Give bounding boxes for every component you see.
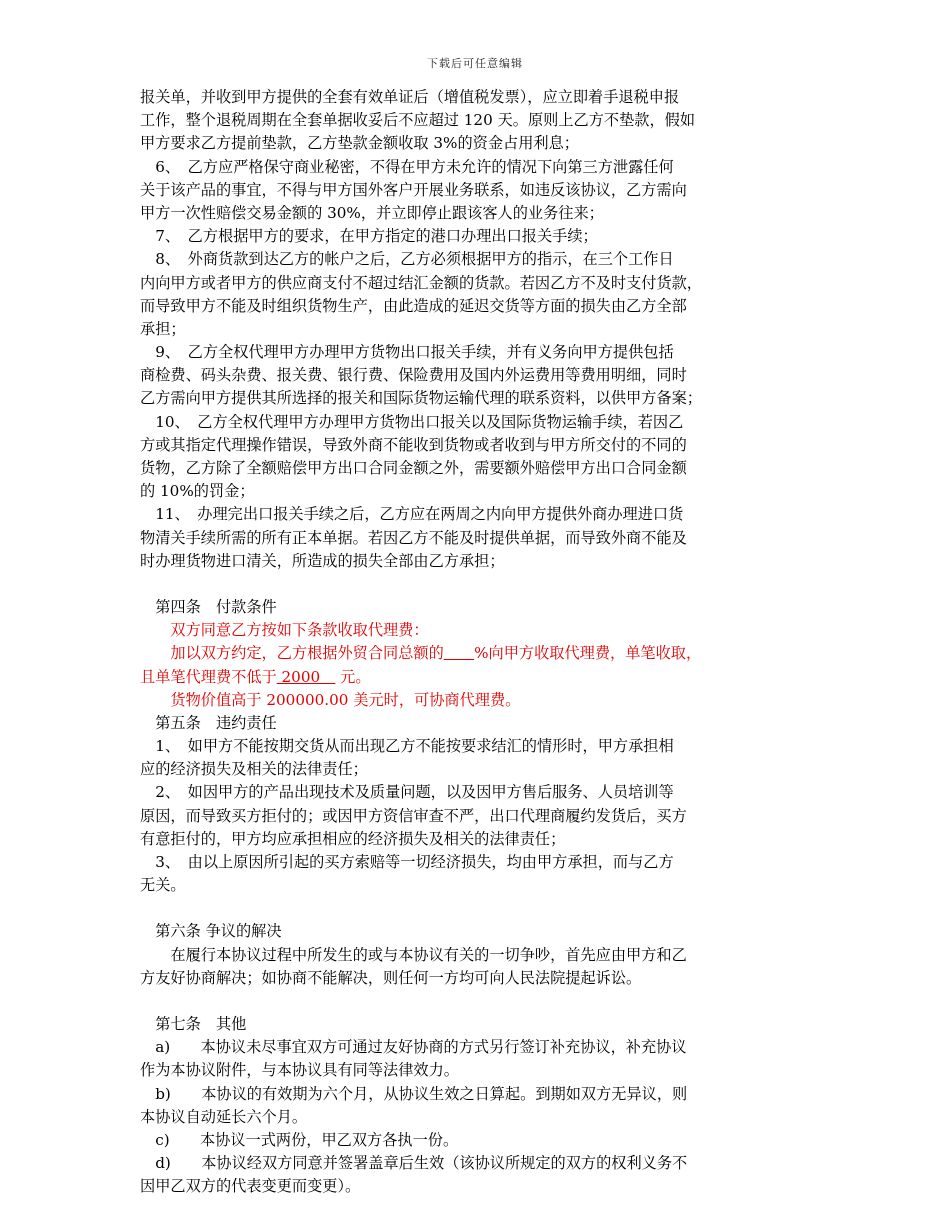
text-line: 乙方需向甲方提供其所选择的报关和国际货物运输代理的联系资料，以供甲方备案；	[140, 389, 702, 408]
text-line: 承担；	[140, 319, 186, 338]
article-7-title: 第七条 其他	[140, 1014, 247, 1033]
text-line: 有意拒付的，甲方均应承担相应的经济损失及相关的法律责任；	[140, 829, 566, 848]
page-header: 下载后可任意编辑	[427, 57, 523, 70]
paragraph-gap	[140, 897, 820, 920]
clause-11: 11、 办理完出口报关手续之后，乙方应在两周之内向甲方提供外商办理进口货	[140, 505, 684, 524]
paragraph-gap	[140, 990, 820, 1013]
text-line: 时办理货物进口清关，所造成的损失全部由乙方承担；	[140, 551, 505, 570]
fee-intro: 双方同意乙方按如下条款收取代理费：	[140, 621, 429, 640]
text-line: 内向甲方或者甲方的供应商支付不超过结汇金额的货款。若因乙方不及时支付货款，	[140, 273, 702, 292]
article-4-title: 第四条 付款条件	[140, 597, 277, 616]
fee-rate-text: 加以双方约定，乙方根据外贸合同总额的	[140, 644, 444, 663]
text-line: 方友好协商解决；如协商不能解决，则任何一方均可向人民法院提起诉讼。	[140, 968, 642, 987]
text-line: 应的经济损失及相关的法律责任；	[140, 760, 368, 779]
text-line: 物清关手续所需的所有正本单据。若因乙方不能及时提供单据，而导致外商不能及	[140, 528, 687, 547]
document-body	[140, 86, 820, 1198]
text-line: 工作，整个退税周期在全套单据收妥后不应超过 120 天。原则上乙方不垫款，假如	[140, 111, 696, 130]
article-5-title: 第五条 违约责任	[140, 713, 277, 732]
fee-minimum-line	[140, 666, 820, 689]
liability-2: 2、 如因甲方的产品出现技术及质量问题，以及因甲方售后服务、人员培训等	[140, 783, 674, 802]
other-c: c) 本协议一式两份，甲乙双方各执一份。	[140, 1130, 459, 1149]
paragraph-gap	[140, 573, 820, 596]
fee-minimum-unit: 元。	[335, 667, 371, 686]
liability-3: 3、 由以上原因所引起的买方索赔等一切经济损失，均由甲方承担，而与乙方	[140, 853, 674, 871]
dispute-text: 在履行本协议过程中所发生的或与本协议有关的一切争吵，首先应由甲方和乙	[140, 945, 687, 964]
text-line: 甲方要求乙方提前垫款，乙方垫款金额收取 3%的资金占用利息；	[140, 134, 579, 153]
text-line: 作为本协议附件，与本协议具有同等法律效力。	[140, 1061, 459, 1080]
clause-9: 9、 乙方全权代理甲方办理甲方货物出口报关手续，并有义务向甲方提供包括	[140, 343, 674, 362]
clause-10: 10、 乙方全权代理甲方办理甲方货物出口报关以及国际货物运输手续，若因乙	[140, 412, 684, 431]
text-line: 商检费、码头杂费、报关费、银行费、保险费用及国内外运费用等费用明细，同时	[140, 366, 687, 385]
text-line: 本协议自动延长六个月。	[140, 1107, 308, 1126]
text-line: 而导致甲方不能及时组织货物生产，由此造成的延迟交货等方面的损失由乙方全部	[140, 296, 687, 315]
text-line: 方或其指定代理操作错误，导致外商不能收到货物或者收到与甲方所交付的不同的	[140, 435, 687, 454]
clause-8: 8、 外商货款到达乙方的帐户之后，乙方必须根据甲方的指示，在三个工作日	[140, 250, 674, 269]
fee-negotiable: 货物价值高于 200000.00 美元时，可协商代理费。	[140, 690, 521, 709]
fee-minimum-amount[interactable]: 2000	[276, 667, 336, 686]
fee-rate-line	[140, 642, 820, 665]
fee-rate-blank[interactable]	[444, 644, 474, 662]
text-line: 甲方一次性赔偿交易金额的 30%，并立即停止跟该客人的业务往来；	[140, 203, 604, 222]
clause-6: 6、 乙方应严格保守商业秘密，不得在甲方未允许的情况下向第三方泄露任何	[140, 157, 674, 176]
text-line: 无关。	[140, 876, 186, 895]
text-line: 原因，而导致买方拒付的；或因甲方资信审查不严，出口代理商履约发货后，买方	[140, 806, 687, 825]
text-line: 货物，乙方除了全额赔偿甲方出口合同金额之外，需要额外赔偿甲方出口合同金额	[140, 459, 687, 477]
liability-1: 1、 如甲方不能按期交货从而出现乙方不能按要求结汇的情形时，甲方承担相	[140, 737, 674, 756]
text-line: 的 10%的罚金；	[140, 482, 255, 501]
text-line: 因甲乙双方的代表变更而变更）。	[140, 1177, 361, 1196]
text-line: 报关单，并收到甲方提供的全套有效单证后（增值税发票），应立即着手退税申报	[140, 88, 680, 106]
fee-rate-text-tail: %向甲方收取代理费，单笔收取，	[474, 644, 702, 663]
clause-7: 7、 乙方根据甲方的要求，在甲方指定的港口办理出口报关手续；	[140, 227, 598, 246]
text-line: 关于该产品的事宜，不得与甲方国外客户开展业务联系，如违反该协议，乙方需向	[140, 180, 687, 199]
other-b: b) 本协议的有效期为六个月，从协议生效之日算起。到期如双方无异议，则	[140, 1084, 688, 1103]
fee-minimum-text: 且单笔代理费不低于	[140, 667, 277, 686]
other-d: d) 本协议经双方同意并签署盖章后生效（该协议所规定的双方的权利义务不	[140, 1154, 688, 1173]
other-a: a) 本协议未尽事宜双方可通过友好协商的方式另行签订补充协议，补充协议	[140, 1038, 687, 1057]
article-6-title: 第六条 争议的解决	[140, 922, 282, 941]
